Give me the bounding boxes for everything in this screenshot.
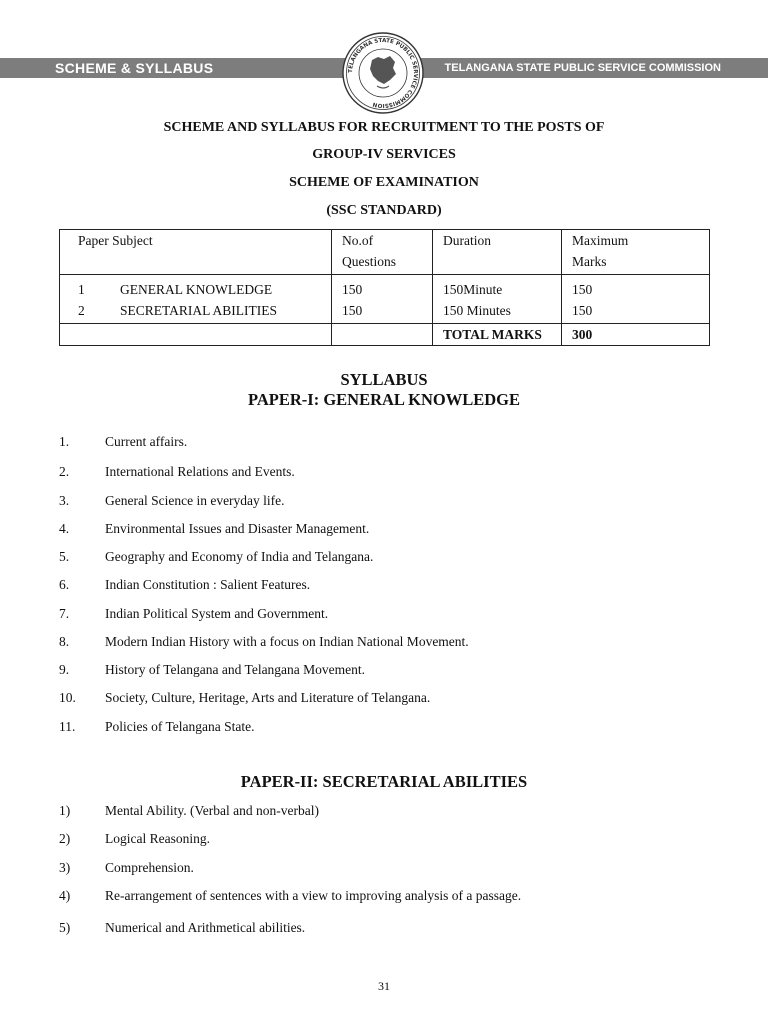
row-paper-number: 2 (78, 303, 85, 318)
row-questions: 150 (342, 282, 363, 297)
col-header-paper-subject: Paper Subject (78, 233, 153, 248)
exam-scheme-table (59, 229, 710, 346)
col-header-marks-line2: Marks (572, 254, 607, 269)
commission-seal-icon (342, 32, 424, 114)
row-duration: 150Minute (443, 282, 503, 297)
row-paper-number: 1 (78, 282, 85, 297)
heading-line-2: GROUP-IV SERVICES (312, 147, 456, 162)
col-header-questions-line1: No.of (342, 233, 374, 248)
total-marks-label: TOTAL MARKS (443, 327, 542, 342)
table-row (60, 300, 710, 324)
table-total-row (60, 324, 710, 346)
paper2-title: PAPER-II: SECRETARIAL ABILITIES (240, 772, 528, 791)
syllabus-title: SYLLABUS (340, 370, 428, 389)
total-marks-value: 300 (572, 327, 593, 342)
row-marks: 150 (572, 282, 593, 297)
row-questions: 150 (342, 303, 363, 318)
heading-line-4: (SSC STANDARD) (326, 203, 442, 218)
seal-text: TELANGANA STATE PUBLIC SERVICE COMMISSION (347, 37, 419, 109)
row-subject: GENERAL KNOWLEDGE (120, 282, 273, 297)
col-header-duration: Duration (443, 233, 491, 248)
page-number: 31 (378, 979, 390, 993)
row-marks: 150 (572, 303, 593, 318)
header-right-label: TELANGANA STATE PUBLIC SERVICE COMMISSION (444, 62, 721, 74)
paper1-title: PAPER-I: GENERAL KNOWLEDGE (248, 390, 520, 409)
table-row (60, 275, 710, 301)
row-duration: 150 Minutes (443, 303, 511, 318)
row-subject: SECRETARIAL ABILITIES (120, 303, 278, 318)
heading-line-3: SCHEME OF EXAMINATION (289, 175, 479, 190)
heading-line-1: SCHEME AND SYLLABUS FOR RECRUITMENT TO THE POSTS OF (163, 120, 605, 135)
table-header-row (60, 230, 710, 275)
header-left-label: SCHEME & SYLLABUS (55, 60, 214, 76)
col-header-marks-line1: Maximum (572, 233, 629, 248)
col-header-questions-line2: Questions (342, 254, 396, 269)
